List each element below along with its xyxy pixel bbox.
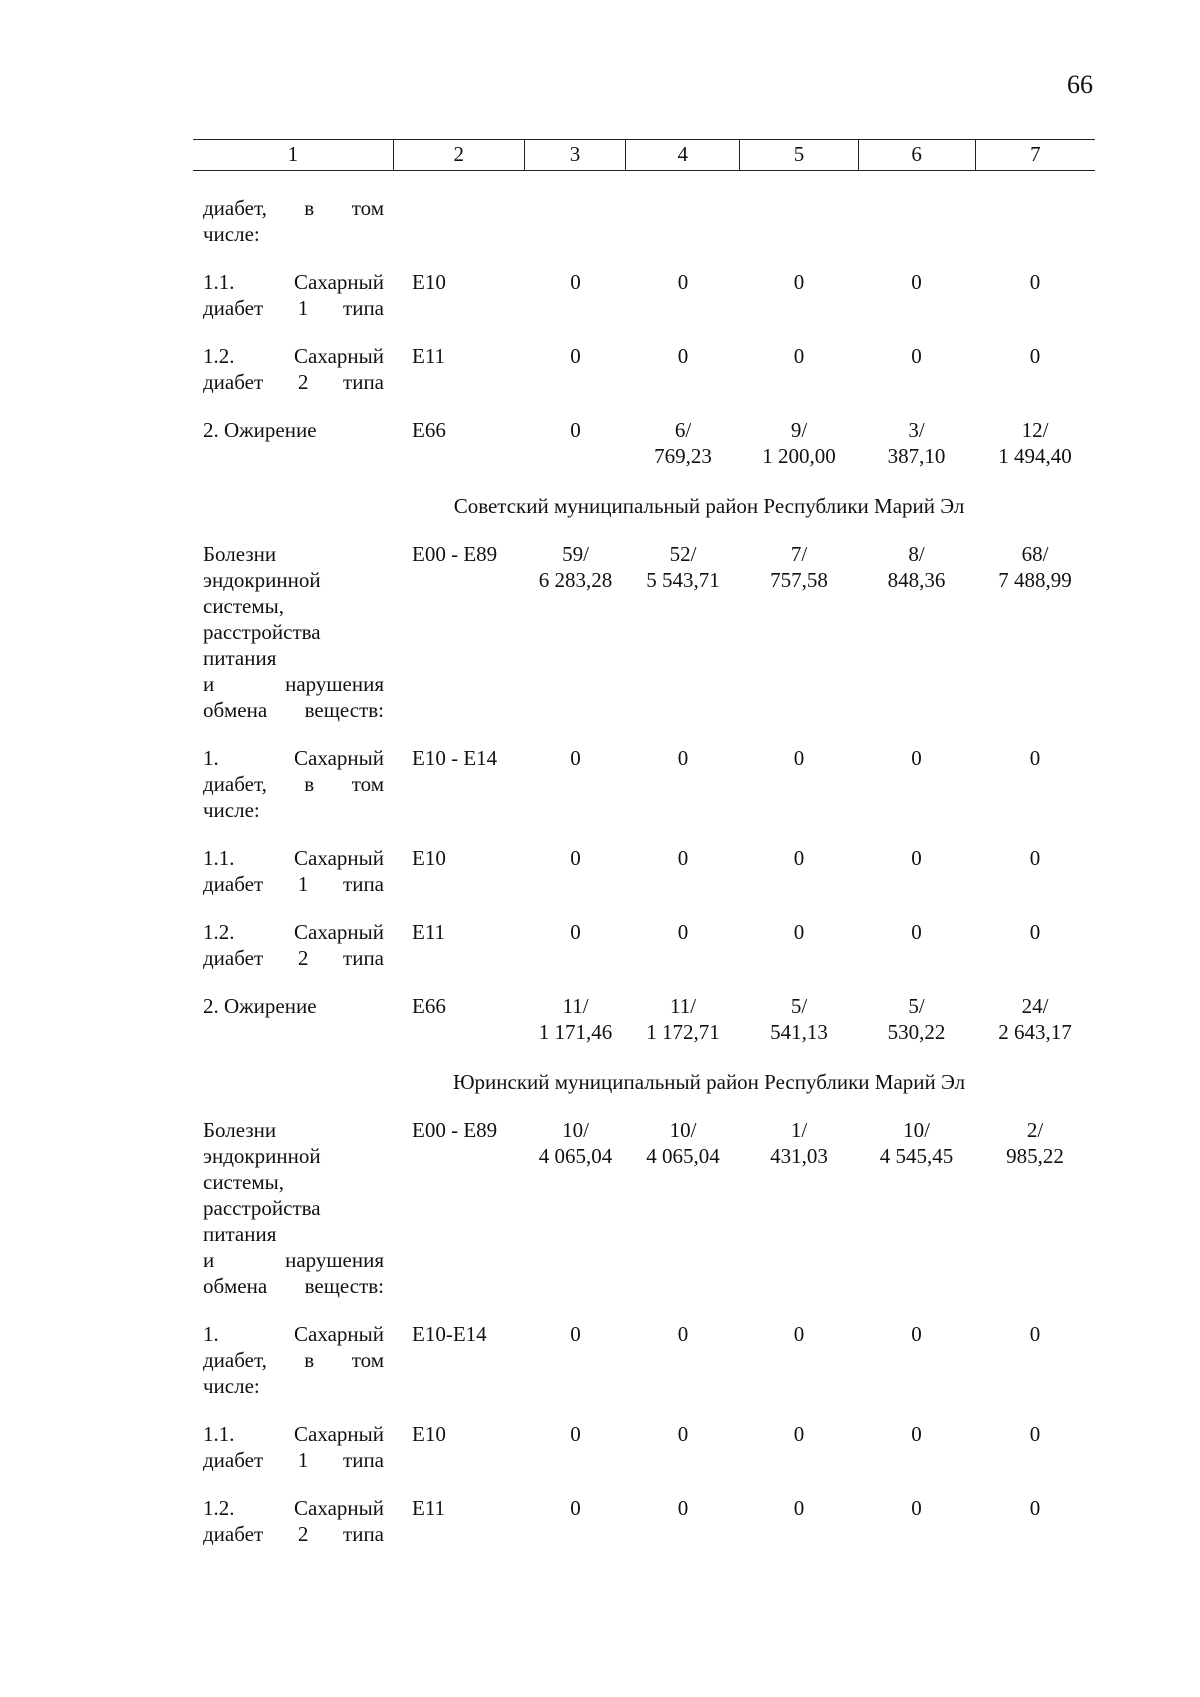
value-line: 7/ [790, 542, 808, 566]
value-cell [975, 1117, 1095, 1169]
icd-code: E11 [412, 344, 446, 368]
value-line: 0 [793, 1496, 805, 1520]
value-cell [626, 745, 740, 771]
value-cell [525, 745, 626, 771]
value-cell [626, 343, 740, 369]
row-label-line: диабет, в том [203, 772, 384, 796]
table-body [193, 195, 1095, 1547]
value-line: 0 [677, 746, 689, 770]
row-label [193, 269, 394, 321]
table-row [193, 1421, 1095, 1473]
icd-code: E10 [412, 270, 446, 294]
value-cell [858, 269, 975, 295]
row-label-line: и нарушения [203, 672, 384, 696]
row-label [193, 1495, 394, 1547]
row-label-line: диабет 1 типа [203, 296, 384, 320]
value-cell [858, 343, 975, 369]
value-cell [626, 1117, 740, 1169]
row-label-line: обмена веществ: [203, 1274, 384, 1298]
value-cell [740, 1321, 858, 1347]
value-cell [525, 269, 626, 295]
row-label-line: 1. Сахарный [203, 746, 384, 770]
row-label-line: числе: [203, 1374, 260, 1398]
value-line: 3/ [908, 418, 925, 442]
value-cell [525, 343, 626, 369]
value-line: 1 172,71 [646, 1020, 720, 1044]
value-cell [740, 343, 858, 369]
value-cell [525, 541, 626, 593]
value-line: 757,58 [770, 568, 828, 592]
value-line: 1/ [790, 1118, 808, 1142]
row-label-line: 1. Сахарный [203, 1322, 384, 1346]
row-label-line: 1.1. Сахарный [203, 846, 384, 870]
value-line: 387,10 [887, 444, 946, 468]
value-line: 5/ [908, 994, 925, 1018]
icd-code: E66 [412, 994, 446, 1018]
value-line: 0 [1029, 1422, 1041, 1446]
row-label-line: диабет 2 типа [203, 1522, 384, 1546]
header-col-6: 6 [858, 140, 975, 170]
table-row [193, 845, 1095, 897]
value-line: 0 [570, 418, 581, 442]
value-line: 10/ [903, 1118, 930, 1142]
value-cell [626, 417, 740, 469]
table-row [193, 195, 1095, 247]
row-label-line: и нарушения [203, 1248, 384, 1272]
row-label [193, 541, 394, 723]
value-cell [975, 845, 1095, 871]
value-cell [740, 1495, 858, 1521]
value-cell [975, 343, 1095, 369]
header-col-7: 7 [975, 140, 1095, 170]
value-cell [975, 745, 1095, 771]
value-line: 5 543,71 [646, 568, 720, 592]
table-row [193, 745, 1095, 823]
row-label-line: 2. Ожирение [203, 418, 317, 442]
value-line: 1 494,40 [998, 444, 1072, 468]
row-label-line: числе: [203, 798, 260, 822]
row-label-line: 1.2. Сахарный [203, 920, 384, 944]
value-line: 6/ [674, 418, 692, 442]
value-line: 0 [1029, 344, 1041, 368]
value-line: 24/ [1021, 994, 1049, 1018]
value-cell [975, 417, 1095, 469]
row-label-line: 1.1. Сахарный [203, 1422, 384, 1446]
row-label-line: питания [203, 646, 277, 670]
icd-code: E10-E14 [412, 1322, 487, 1346]
header-col-5: 5 [739, 140, 857, 170]
value-line: 10/ [669, 1118, 697, 1142]
value-line: 0 [1029, 270, 1041, 294]
value-line: 0 [793, 1422, 805, 1446]
value-line: 0 [1029, 920, 1041, 944]
table-row [193, 269, 1095, 321]
value-line: 12/ [1021, 418, 1049, 442]
row-label-line: Болезни [203, 542, 277, 566]
value-line: 7 488,99 [998, 568, 1072, 592]
page-number: 66 [1067, 70, 1093, 99]
value-cell [858, 745, 975, 771]
icd-code: E00 - E89 [412, 1118, 498, 1142]
value-line: 0 [793, 746, 805, 770]
value-cell [740, 269, 858, 295]
value-line: 0 [570, 846, 581, 870]
header-col-1: 1 [287, 142, 299, 166]
value-cell [626, 1421, 740, 1447]
value-line: 10/ [562, 1118, 589, 1142]
value-cell [740, 745, 858, 771]
table-row [193, 919, 1095, 971]
value-line: 0 [677, 344, 689, 368]
value-cell [975, 1321, 1095, 1347]
row-label-line: диабет 2 типа [203, 370, 384, 394]
value-cell [858, 1117, 975, 1169]
row-label-line: эндокринной [203, 568, 321, 592]
row-label-line: Болезни [203, 1118, 277, 1142]
value-line: 0 [677, 1422, 689, 1446]
table-row [193, 541, 1095, 723]
value-cell [975, 919, 1095, 945]
section-title: Юринский муниципальный район Республики Марий Эл [452, 1070, 966, 1094]
value-line: 0 [911, 846, 922, 870]
value-cell [858, 541, 975, 593]
row-label-line: расстройства [203, 620, 321, 644]
value-line: 4 065,04 [538, 1144, 613, 1168]
value-line: 0 [677, 1322, 689, 1346]
value-cell [975, 1495, 1095, 1521]
value-cell [525, 1117, 626, 1169]
section-title: Советский муниципальный район Республики Марий Эл [453, 494, 965, 518]
value-line: 0 [911, 1422, 922, 1446]
value-line: 0 [570, 746, 581, 770]
row-label-line: системы, [203, 594, 285, 618]
table-row [193, 993, 1095, 1045]
value-line: 0 [793, 846, 805, 870]
row-label-line: питания [203, 1222, 277, 1246]
row-label-line: 2. Ожирение [203, 994, 317, 1018]
header-col-2: 2 [393, 140, 524, 170]
value-line: 0 [570, 1322, 581, 1346]
row-label-line: 1.2. Сахарный [203, 344, 384, 368]
value-line: 0 [911, 746, 922, 770]
value-cell [626, 1495, 740, 1521]
row-label [193, 919, 394, 971]
value-line: 1 171,46 [538, 1020, 613, 1044]
value-cell [626, 1321, 740, 1347]
value-line: 431,03 [770, 1144, 828, 1168]
value-line: 1 200,00 [762, 444, 836, 468]
row-label-line: диабет 2 типа [203, 946, 384, 970]
row-label [193, 1421, 394, 1473]
table-row [193, 1495, 1095, 1547]
value-line: 68/ [1021, 542, 1049, 566]
document-table [193, 139, 1095, 1547]
value-line: 848,36 [887, 568, 946, 592]
value-line: 5/ [790, 994, 808, 1018]
header-col-3: 3 [524, 140, 625, 170]
row-label-line: расстройства [203, 1196, 321, 1220]
value-cell [975, 1421, 1095, 1447]
value-line: 0 [570, 344, 581, 368]
value-line: 0 [911, 1322, 922, 1346]
icd-code: E00 - E89 [412, 542, 498, 566]
value-line: 0 [570, 1422, 581, 1446]
value-line: 0 [570, 1496, 581, 1520]
icd-code: E10 [412, 1422, 446, 1446]
value-cell [740, 993, 858, 1045]
value-cell [858, 919, 975, 945]
value-line: 6 283,28 [538, 568, 613, 592]
row-label [193, 343, 394, 395]
value-cell [626, 541, 740, 593]
value-line: 0 [911, 270, 922, 294]
value-line: 4 065,04 [646, 1144, 720, 1168]
row-label-line: 1.2. Сахарный [203, 1496, 384, 1520]
value-cell [740, 541, 858, 593]
row-label-line: диабет 1 типа [203, 1448, 384, 1472]
value-cell [858, 845, 975, 871]
row-label-line: системы, [203, 1170, 285, 1194]
value-line: 0 [677, 1496, 689, 1520]
row-label [193, 845, 394, 897]
value-line: 0 [570, 270, 581, 294]
value-line: 2/ [1026, 1118, 1044, 1142]
value-cell [858, 1495, 975, 1521]
value-line: 8/ [908, 542, 925, 566]
value-line: 11/ [669, 994, 697, 1018]
row-label [193, 1117, 394, 1299]
value-line: 59/ [562, 542, 589, 566]
value-cell [858, 1321, 975, 1347]
value-line: 0 [677, 846, 689, 870]
value-line: 0 [1029, 846, 1041, 870]
value-line: 0 [793, 344, 805, 368]
value-line: 0 [911, 344, 922, 368]
value-line: 11/ [562, 994, 589, 1018]
value-line: 0 [1029, 746, 1041, 770]
value-line: 530,22 [887, 1020, 946, 1044]
value-line: 4 545,45 [879, 1144, 954, 1168]
value-line: 0 [570, 920, 581, 944]
value-cell [525, 993, 626, 1045]
value-cell [740, 919, 858, 945]
value-cell [525, 1421, 626, 1447]
value-cell [740, 1421, 858, 1447]
value-line: 769,23 [654, 444, 712, 468]
value-line: 985,22 [1006, 1144, 1064, 1168]
value-line: 52/ [669, 542, 697, 566]
row-label-line: диабет, в том [203, 1348, 384, 1372]
value-cell [626, 993, 740, 1045]
row-label-line: диабет 1 типа [203, 872, 384, 896]
row-label-line: эндокринной [203, 1144, 321, 1168]
value-cell [626, 269, 740, 295]
icd-code: E10 [412, 846, 446, 870]
value-line: 9/ [790, 418, 808, 442]
value-line: 0 [793, 1322, 805, 1346]
row-label-line: 1.1. Сахарный [203, 270, 384, 294]
value-cell [525, 919, 626, 945]
value-cell [525, 1495, 626, 1521]
value-cell [626, 919, 740, 945]
icd-code: E10 - E14 [412, 746, 498, 770]
row-label [193, 417, 394, 443]
value-line: 0 [1029, 1496, 1041, 1520]
value-cell [858, 993, 975, 1045]
value-cell [975, 541, 1095, 593]
value-line: 0 [1029, 1322, 1041, 1346]
value-cell [858, 417, 975, 469]
table-row [193, 343, 1095, 395]
value-cell [740, 845, 858, 871]
value-cell [525, 845, 626, 871]
value-cell [740, 1117, 858, 1169]
row-label-line: обмена веществ: [203, 698, 384, 722]
value-cell [858, 1421, 975, 1447]
row-label-line: числе: [203, 222, 260, 246]
row-label [193, 745, 394, 823]
value-cell [975, 269, 1095, 295]
value-line: 0 [677, 920, 689, 944]
value-cell [975, 993, 1095, 1045]
icd-code: E11 [412, 920, 446, 944]
header-col-4: 4 [625, 140, 739, 170]
table-row [193, 417, 1095, 469]
value-line: 0 [677, 270, 689, 294]
value-cell [525, 1321, 626, 1347]
value-line: 0 [911, 1496, 922, 1520]
value-cell [740, 417, 858, 469]
value-line: 0 [911, 920, 922, 944]
row-label [193, 1321, 394, 1399]
table-row [193, 1117, 1095, 1299]
row-label [193, 993, 394, 1019]
value-line: 0 [793, 920, 805, 944]
row-label [193, 195, 394, 247]
icd-code: E11 [412, 1496, 446, 1520]
value-line: 541,13 [770, 1020, 828, 1044]
row-label-line: диабет, в том [203, 196, 384, 220]
value-cell [626, 845, 740, 871]
value-line: 2 643,17 [998, 1020, 1072, 1044]
table-header-row [193, 139, 1095, 171]
value-cell [525, 417, 626, 443]
value-line: 0 [793, 270, 805, 294]
icd-code: E66 [412, 418, 446, 442]
table-row [193, 1321, 1095, 1399]
